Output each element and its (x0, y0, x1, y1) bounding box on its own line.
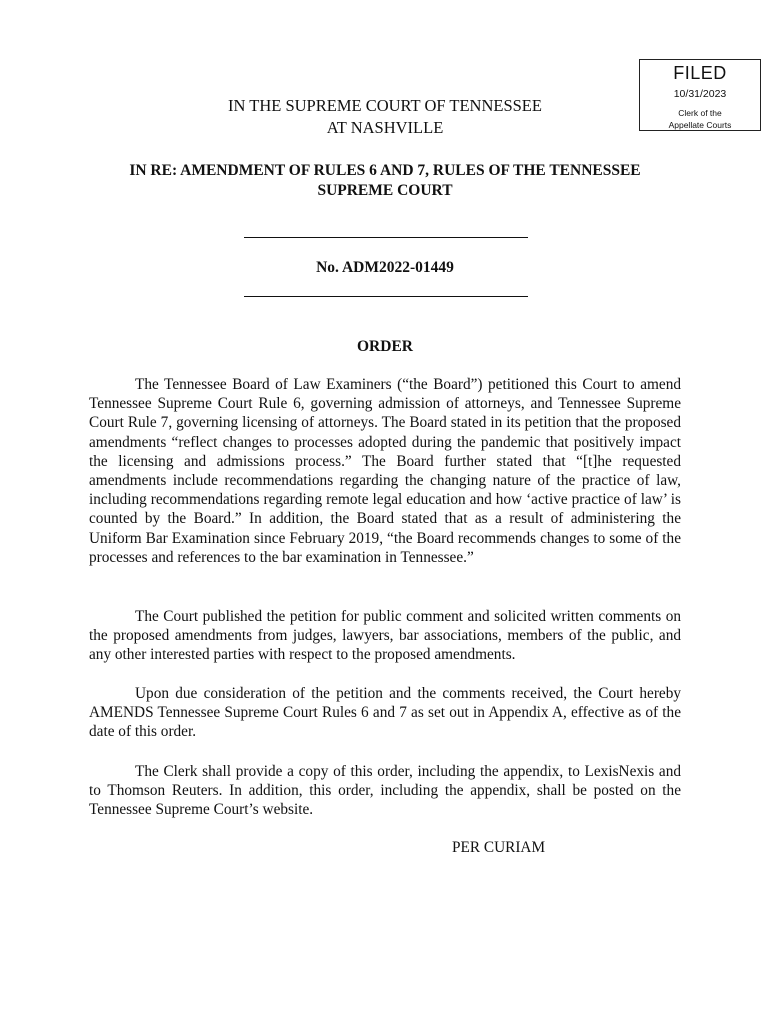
divider-top (244, 237, 528, 238)
filed-stamp (639, 59, 761, 131)
order-title: ORDER (357, 338, 413, 355)
case-caption-line2: SUPREME COURT (317, 182, 453, 199)
court-location: AT NASHVILLE (326, 118, 444, 137)
stamp-clerk-line: Clerk of the (678, 108, 722, 118)
stamp-courts-line: Appellate Courts (668, 120, 732, 130)
order-paragraph-3: Upon due consideration of the petition and the comments received, the Court hereby AMENDS Tennessee Supreme Court Rules 6 and 7 as set out in Appendix A, effective as of the date of this order. (89, 685, 681, 741)
signature-per-curiam: PER CURIAM (452, 839, 546, 856)
order-paragraph-2: The Court published the petition for public comment and solicited written comments on the proposed amendments from judges, lawyers, bar associations, members of the public, and any other interested parties with respect to the proposed amendments. (89, 608, 681, 664)
order-paragraph-1: The Tennessee Board of Law Examiners (“the Board”) petitioned this Court to amend Tennessee Supreme Court Rule 6, governing admission of attorneys, and Tennessee Supreme Court Rule 7, governing licensing of attorneys. The Board stated in its petition that the proposed amendments “reflect changes to processes adopted during the pandemic that positively impact the licensing and admissions process.” The Board further stated that “[t]he requested amendments include recommendations regarding the changing nature of the practice of law, including recommendations regarding remote legal education and how ‘active practice of law’ is counted by the Board.” In addition, the Board stated that as a result of administering the Uniform Bar Examination since February 2019, “the Board recommends changes to some of the processes and references to the bar examination in Tennessee.” (89, 376, 681, 566)
stamp-title: FILED (673, 63, 727, 83)
divider-bottom (244, 296, 528, 297)
stamp-date: 10/31/2023 (673, 88, 727, 100)
court-name: IN THE SUPREME COURT OF TENNESSEE (228, 96, 542, 115)
order-paragraph-4: The Clerk shall provide a copy of this order, including the appendix, to LexisNexis and to Thomson Reuters. In addition, this order, including the appendix, shall be posted on the Tennessee Supreme Court’s website. (89, 763, 681, 819)
case-caption-line1: IN RE: AMENDMENT OF RULES 6 AND 7, RULES OF THE TENNESSEE (129, 162, 641, 179)
docket-number: No. ADM2022-01449 (316, 259, 454, 276)
